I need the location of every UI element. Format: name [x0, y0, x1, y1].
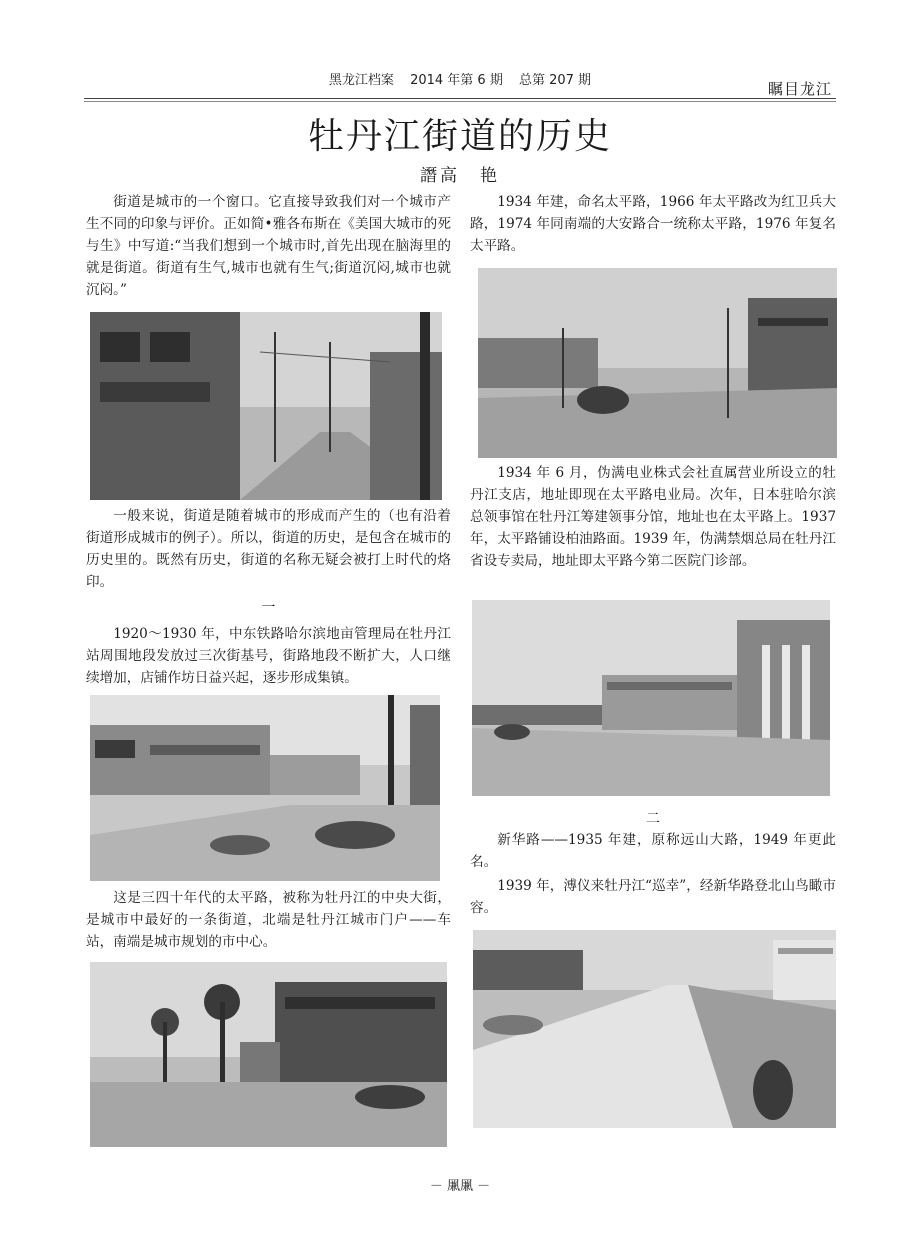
- total-issue: 总第 207 期: [518, 73, 592, 88]
- header-rule-thin: [84, 101, 836, 102]
- journal-name: 黑龙江档案: [328, 73, 394, 88]
- issue-number: 2014 年第 6 期: [410, 73, 503, 88]
- column-name: 瞩目龙江: [767, 80, 832, 98]
- left-paragraph-3: 1920～1930 年，中东铁路哈尔滨地亩管理局在牡丹江站周围地段发放过三次街基号，街路地段不断扩大，人口继续增加，店铺作坊日益兴起，逐步形成集镇。: [86, 626, 451, 686]
- article-title: 牡丹江街道的历史: [307, 116, 612, 157]
- left-paragraph-1: 街道是城市的一个窗口。它直接导致我们对一个城市产生不同的印象与评价。正如简•雅各布斯在《美国大城市的死与生》中写道:“当我们想到一个城市时,首先出现在脑海里的就是街道。街道有生气,城市也就有生气;街道沉闷,城市也就沉闷。”: [86, 194, 451, 298]
- section-heading-2: 二: [646, 811, 660, 827]
- left-paragraph-2: 一般来说，街道是随着城市的形成而产生的（也有沿着街道形成城市的例子）。所以，街道的历史，是包含在城市的历史里的。既然有历史，街道的名称无疑会被打上时代的烙印。: [86, 508, 451, 590]
- street-photo-1: [90, 312, 442, 500]
- article-author: 譖高 艳: [420, 166, 500, 186]
- header-rule: [84, 98, 836, 99]
- page-number: － 凲凲 －: [429, 1179, 491, 1194]
- street-photo-4: [478, 268, 837, 458]
- right-paragraph-4: 1939 年，溥仪来牡丹江“巡幸”，经新华路登北山鸟瞰市容。: [470, 878, 836, 916]
- street-photo-3: [90, 962, 447, 1147]
- right-paragraph-2: 1934 年 6 月，伪满电业株式会社直属营业所设立的牡丹江支店，地址即现在太平路电业局。次年，日本驻哈尔滨总领事馆在牡丹江筹建领事分馆，地址也在太平路上。1937 年，太平路铺设柏油路面。1939 年，伪满禁烟总局在牡丹江省设专卖局，地址即太平路今第二医院门诊部。: [470, 465, 836, 569]
- section-heading-1: 一: [261, 600, 276, 616]
- street-photo-5: [472, 600, 830, 796]
- street-photo-2: [90, 695, 440, 881]
- left-paragraph-4: 这是三四十年代的太平路，被称为牡丹江的中央大街，是城市中最好的一条街道，北端是牡丹江城市门户——车站，南端是城市规划的市中心。: [86, 890, 451, 950]
- right-paragraph-3: 新华路——1935 年建，原称远山大路，1949 年更此名。: [470, 832, 836, 870]
- street-photo-6: [473, 930, 836, 1128]
- right-paragraph-1: 1934 年建，命名太平路，1966 年太平路改为红卫兵大路，1974 年同南端的大安路合一统称太平路，1976 年复名太平路。: [470, 194, 836, 254]
